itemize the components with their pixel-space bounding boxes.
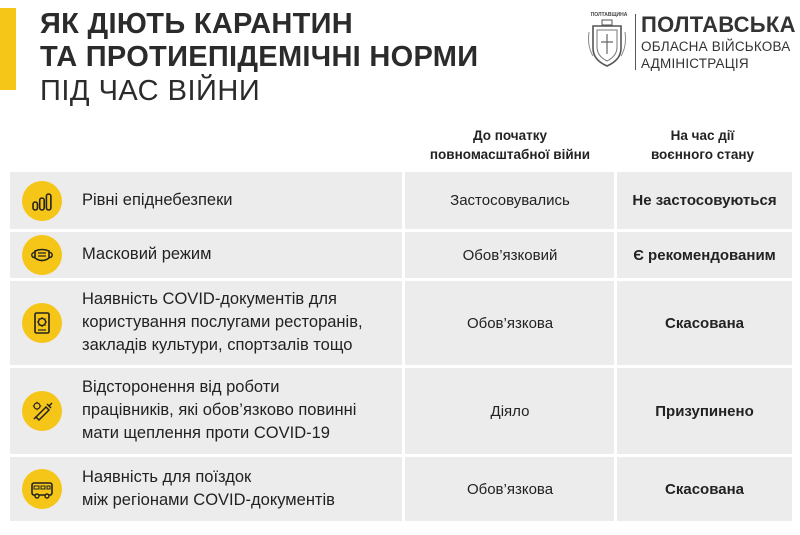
table-row [10,281,792,365]
column-header-now-line-2: воєнного стану [650,147,755,162]
column-header-before-line-1: До початку [472,128,548,143]
title-line-1: ЯК ДІЮТЬ КАРАНТИН [40,8,354,40]
signal-levels-icon [22,181,62,221]
coat-caption: ПОЛТАВЩИНА [590,12,628,18]
vaccine-syringe-icon [22,391,62,431]
row-now-value: Скасована [665,314,744,332]
brand-name: ПОЛТАВСЬКА [641,12,796,37]
row-before-value: Обов’язкова [466,480,554,498]
title-line-3: ПІД ЧАС ВІЙНИ [40,75,261,107]
table-row [10,232,792,278]
table-row [10,368,792,454]
row-parameter-line: Наявність COVID-документів для [82,290,337,308]
row-parameter-cell [10,368,402,454]
row-parameter-line: Рівні епіднебезпеки [82,191,233,209]
row-parameter-text [82,189,233,212]
brand-subtitle-1: ОБЛАСНА ВІЙСЬКОВА [641,39,791,54]
row-before-value: Обов’язкова [466,314,554,332]
row-before-value: Обов’язковий [462,246,558,264]
brand-subtitle-2: АДМІНІСТРАЦІЯ [641,56,749,71]
accent-bar [0,8,16,90]
row-parameter-text [82,466,335,512]
row-before-value: Діяло [490,402,530,420]
row-parameter-line: Наявність для поїздок [82,468,252,486]
coat-of-arms-icon [585,12,629,72]
row-parameter-text [82,288,363,357]
title-line-2: ТА ПРОТИЕПІДЕМІЧНІ НОРМИ [40,41,479,73]
row-now-value: Призупинено [655,402,754,420]
column-header-now-line-1: На час дії [670,128,735,143]
row-now-value: Скасована [665,480,744,498]
covid-passport-icon [22,303,62,343]
row-parameter-cell [10,281,402,365]
row-parameter-line: мати щеплення проти COVID-19 [82,424,330,442]
row-parameter-text [82,243,212,266]
row-parameter-line: Масковий режим [82,245,212,263]
row-now-value: Є рекомендованим [633,246,776,264]
row-parameter-cell [10,457,402,521]
bus-icon [22,469,62,509]
page-title [40,8,478,108]
row-parameter-line: користування послугами ресторанів, [82,313,363,331]
row-parameter-line: між регіонами COVID-документів [82,491,335,509]
row-parameter-line: Відсторонення від роботи [82,378,280,396]
table-row [10,457,792,521]
row-parameter-line: закладів культури, спортзалів тощо [82,336,353,354]
column-header-before-line-2: повномасштабної війни [429,147,591,162]
column-header-before [405,126,615,164]
row-parameter-cell [10,232,402,278]
face-mask-icon [22,235,62,275]
row-parameter-text [82,376,356,445]
brand-divider [635,14,636,70]
row-now-value: Не застосовуються [632,192,777,209]
column-header-now [615,126,790,164]
row-before-value: Застосовувались [450,192,570,209]
brand-block [585,12,795,82]
row-parameter-cell [10,172,402,229]
row-parameter-line: працівників, які обов’язково повинні [82,401,357,419]
table-row [10,172,792,229]
